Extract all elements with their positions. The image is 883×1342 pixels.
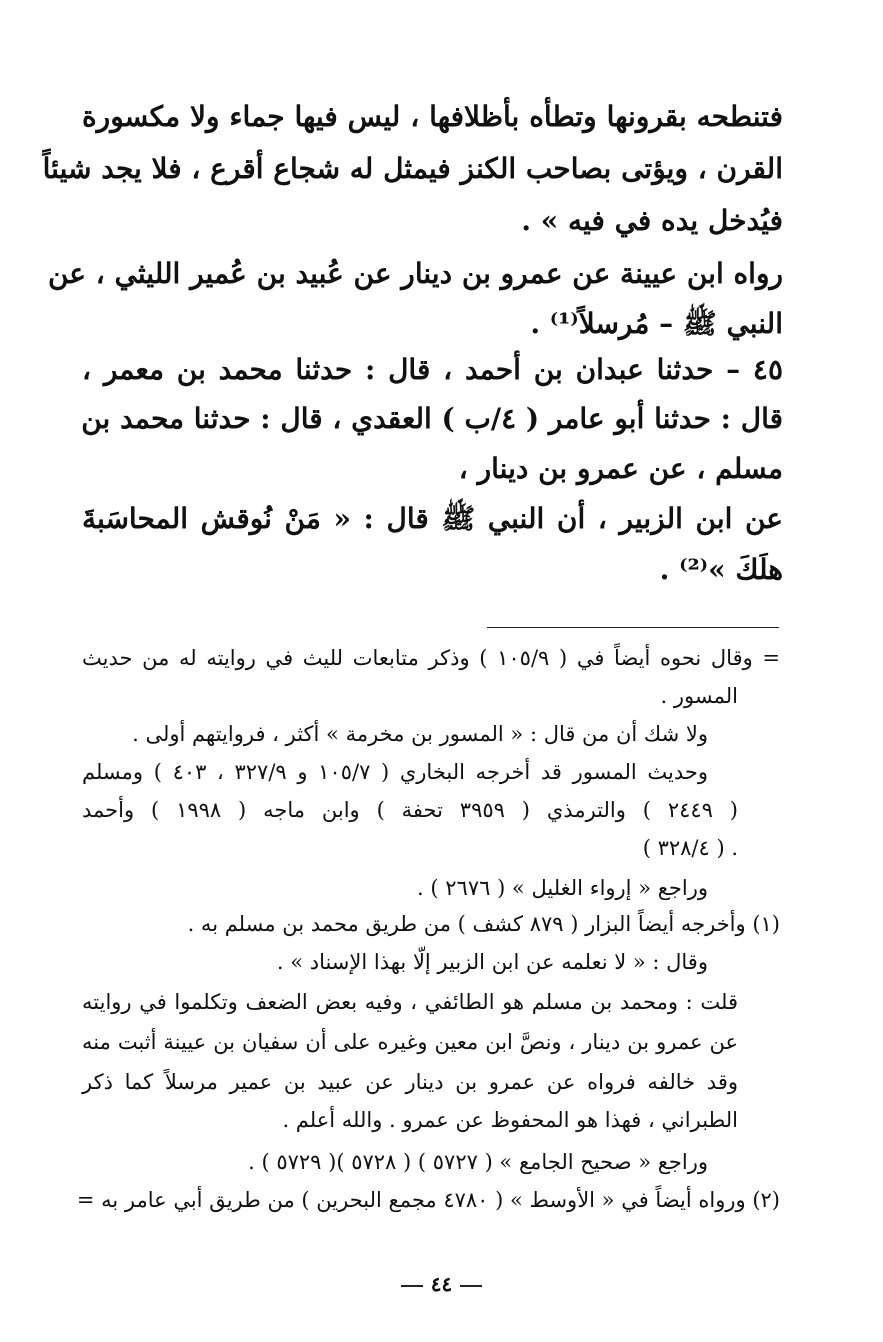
- footnote-line: وقد خالفه فرواه عن عمرو بن دينار عن عبيد بن عمير مرسلاً كما ذكر: [82, 1070, 738, 1094]
- footnote-line: وقال : « لا نعلمه عن ابن الزبير إلّا بهذا الإسناد » .: [276, 950, 708, 974]
- page-number: ٤٤: [430, 1272, 453, 1296]
- page-number-area: [0, 1272, 883, 1296]
- footnote-separator: [487, 627, 779, 628]
- main-text-line: رواه ابن عيينة عن عمرو بن دينار عن عُبيد بن عُمير الليثي ، عن: [47, 257, 783, 290]
- footnote-line: عن عمرو بن دينار ، ونصَّ ابن معين وغيره على أن سفيان بن عيينة أثبت منه: [82, 1030, 738, 1054]
- main-text-line: فتنطحه بقرونها وتطأه بأظلافها ، ليس فيها جماء ولا مكسورة: [82, 100, 783, 133]
- main-text-line: هلَكَ »⁽²⁾ .: [659, 553, 783, 586]
- footnote-line: (١) وأخرجه أيضاً البزار ( ٨٧٩ كشف ) من طريق محمد بن مسلم به .: [187, 912, 780, 936]
- footnote-line: ولا شك أن من قال : « المسور بن مخرمة » أكثر ، فروايتهم أولى .: [132, 722, 708, 746]
- footnote-line: الطبراني ، فهذا هو المحفوظ عن عمرو . والله أعلم .: [282, 1108, 738, 1132]
- main-text-line: فيُدخل يده في فيه » .: [521, 204, 783, 237]
- page-number-dash: [460, 1285, 482, 1287]
- footnote-line: وراجع « صحيح الجامع » ( ٥٧٢٧ ) ( ٥٧٢٨ )( ٥٧٢٩ ) .: [248, 1150, 708, 1174]
- footnote-line: وحديث المسور قد أخرجه البخاري ( ١٠٥/٧ و ٣٢٧/٩ ، ٤٠٣ ) ومسلم: [82, 760, 708, 784]
- footnote-line: = وقال نحوه أيضاً في ( ١٠٥/٩ ) وذكر متابعات لليث في روايته له من حديث: [82, 646, 780, 670]
- footnote-line: المسور .: [660, 684, 738, 708]
- main-text-line: عن ابن الزبير ، أن النبي ﷺ قال : « مَنْ نُوقش المحاسَبةَ: [82, 502, 783, 535]
- main-text-line: النبي ﷺ – مُرسلاً⁽¹⁾ .: [530, 307, 783, 340]
- footnote-line: وراجع « إرواء الغليل » ( ٢٦٧٦ ) .: [417, 876, 708, 900]
- main-text-line: قال : حدثنا أبو عامر ( ٤/ب ) العقدي ، قال : حدثنا محمد بن: [81, 402, 783, 435]
- footnote-line: ( ٣٢٨/٤ ) .: [642, 836, 738, 860]
- footnote-line: ( ٢٤٤٩ ) والترمذي ( ٣٩٥٩ تحفة ) وابن ماجه ( ١٩٩٨ ) وأحمد: [82, 798, 739, 822]
- footnote-line: (٢) ورواه أيضاً في « الأوسط » ( ٤٧٨٠ مجمع البحرين ) من طريق أبي عامر به =: [76, 1188, 780, 1212]
- main-text-line: مسلم ، عن عمرو بن دينار ،: [458, 452, 783, 485]
- page-number-dash: [401, 1285, 423, 1287]
- footnote-line: قلت : ومحمد بن مسلم هو الطائفي ، وفيه بعض الضعف وتكلموا في روايته: [82, 990, 738, 1014]
- main-text-line: ٤٥ – حدثنا عبدان بن أحمد ، قال : حدثنا محمد بن معمر ،: [82, 353, 783, 386]
- main-text-line: القرن ، ويؤتى بصاحب الكنز فيمثل له شجاع أقرع ، فلا يجد شيئاً: [42, 152, 783, 185]
